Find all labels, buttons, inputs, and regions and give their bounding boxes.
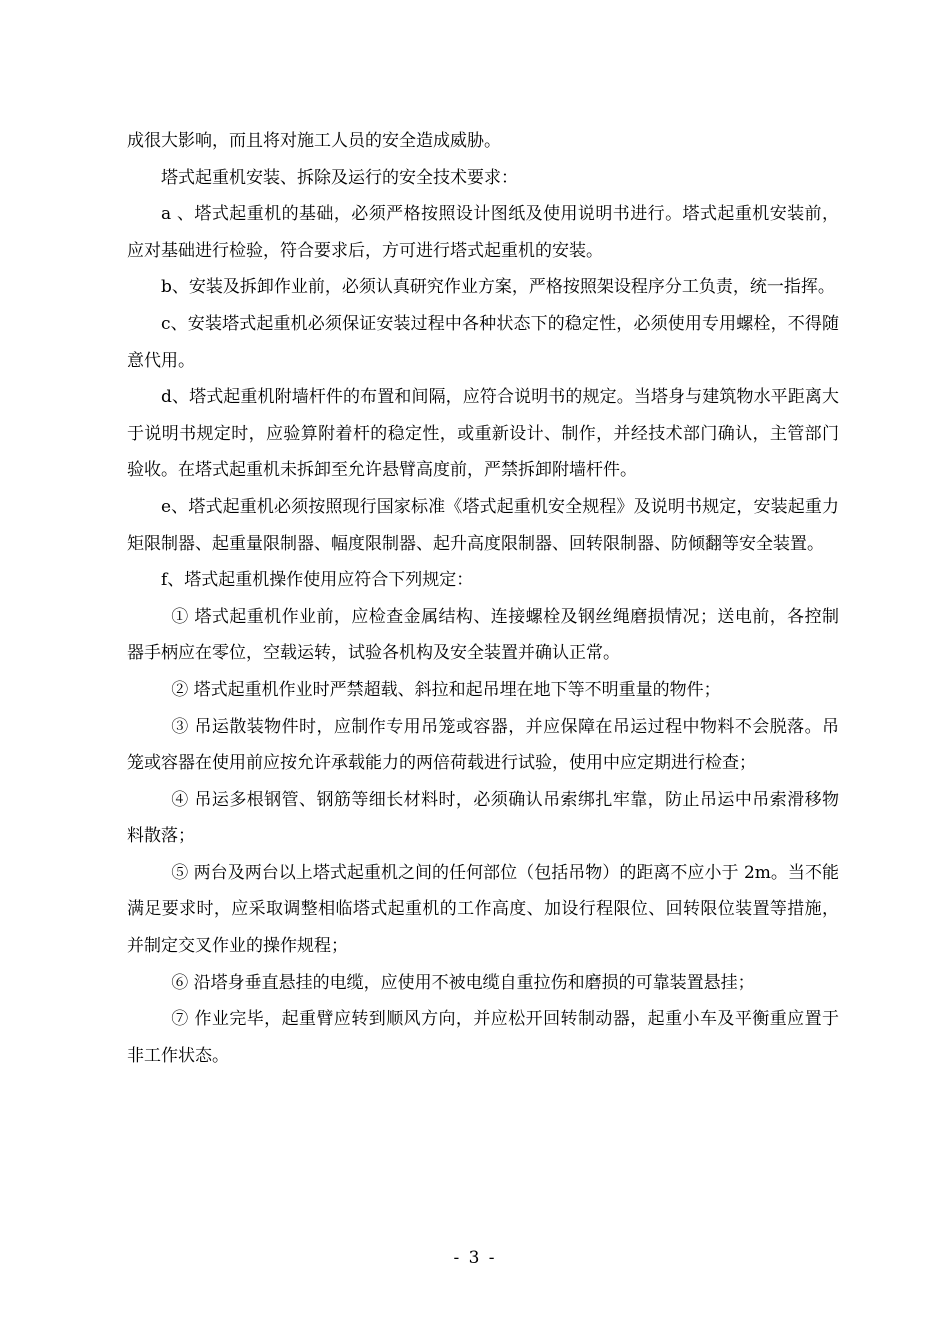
list-item-3: ③ 吊运散装物件时，应制作专用吊笼或容器，并应保障在吊运过程中物料不会脱落。吊笼或容器在使用前应按允许承载能力的两倍荷载进行试验，使用中应定期进行检查； [127,716,839,774]
paragraph-item-a: a 、塔式起重机的基础，必须严格按照设计图纸及使用说明书进行。塔式起重机安装前，应对基础进行检验，符合要求后，方可进行塔式起重机的安装。 [127,204,839,261]
paragraph-heading-safety-requirements: 塔式起重机安装、拆除及运行的安全技术要求： [161,167,518,188]
document-body [127,123,839,1074]
paragraph-item-d: d、塔式起重机附墙杆件的布置和间隔，应符合说明书的规定。当塔身与建筑物水平距离大于说明书规定时，应验算附着杆的稳定性，或重新设计、制作，并经技术部门确认，主管部门验收。在塔式起重机未拆卸至允许悬臂高度前，严禁拆卸附墙杆件。 [127,387,839,481]
list-item-1: ① 塔式起重机作业前，应检查金属结构、连接螺栓及钢丝绳磨损情况；送电前，各控制器手柄应在零位，空载运转，试验各机构及安全装置并确认正常。 [127,606,839,664]
list-item-6: ⑥ 沿塔身垂直悬挂的电缆，应使用不被电缆自重拉伤和磨损的可靠装置悬挂； [171,972,755,993]
paragraph-item-f: f、塔式起重机操作使用应符合下列规定： [161,570,474,591]
page-number: - 3 - [453,1248,497,1268]
paragraph-item-e: e、塔式起重机必须按照现行国家标准《塔式起重机安全规程》及说明书规定，安装起重力矩限制器、起重量限制器、幅度限制器、起升高度限制器、回转限制器、防倾翻等安全装置。 [127,496,839,554]
list-item-5: ⑤ 两台及两台以上塔式起重机之间的任何部位（包括吊物）的距离不应小于 2m。当不能满足要求时，应采取调整相临塔式起重机的工作高度、加设行程限位、回转限位装置等措施，并制定交叉作业的操作规程； [127,862,839,957]
paragraph-item-b: b、安装及拆卸作业前，必须认真研究作业方案，严格按照架设程序分工负责，统一指挥。 [161,277,835,298]
list-item-7: ⑦ 作业完毕，起重臂应转到顺风方向，并应松开回转制动器，起重小车及平衡重应置于非工作状态。 [127,1009,839,1066]
list-item-4: ④ 吊运多根钢管、钢筋等细长材料时，必须确认吊索绑扎牢靠，防止吊运中吊索滑移物料散落； [127,789,839,847]
paragraph-continuation: 成很大影响，而且将对施工人员的安全造成威胁。 [127,131,501,151]
paragraph-item-c: c、安装塔式起重机必须保证安装过程中各种状态下的稳定性，必须使用专用螺栓，不得随意代用。 [127,313,839,371]
list-item-2: ② 塔式起重机作业时严禁超载、斜拉和起吊埋在地下等不明重量的物件； [171,679,721,700]
